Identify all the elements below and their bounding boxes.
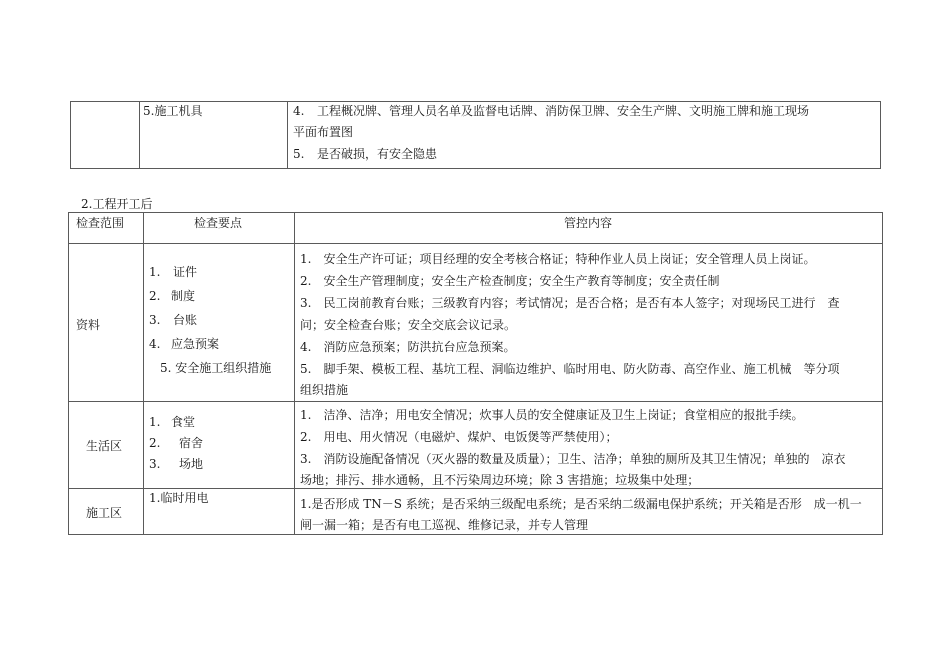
header-points: 检查要点 [194, 216, 243, 230]
list-item: 3. 场地 [149, 457, 204, 471]
content-line: 3. 消防设施配备情况（灭火器的数量及质量）；卫生、洁净；单独的厕所及其卫生情况；单独的 凉衣 [300, 452, 846, 466]
list-item: 3. 台账 [149, 313, 198, 327]
row-scope: 资料 [76, 318, 101, 332]
content-line: 场地；排污、排水通畅，且不污染周边环境；除 3 害措施；垃圾集中处理； [300, 473, 700, 487]
content-line: 1.是否形成 TN－S 系统；是否采纳三级配电系统；是否采纳二级漏电保护系统；开关箱是否形 成一机一 [300, 497, 862, 511]
content-line: 2. 用电、用火情况（电磁炉、煤炉、电饭煲等严禁使用）； [300, 430, 618, 444]
list-item: 1.临时用电 [149, 491, 209, 505]
list-item: 2. 制度 [149, 289, 196, 303]
content-line: 3. 民工岗前教育台账；三级教育内容；考试情况；是否合格；是否有本人签字；对现场民工进行 查 [300, 296, 840, 310]
content-line: 1. 洁净、洁净；用电安全情况；炊事人员的安全健康证及卫生上岗证；食堂相应的报批手续。 [300, 408, 804, 422]
row-scope: 施工区 [86, 506, 123, 520]
content-line: 1. 安全生产许可证；项目经理的安全考核合格证；特种作业人员上岗证；安全管理人员上岗证。 [300, 252, 816, 266]
top-table-line: 4. 工程概况牌、管理人员名单及监督电话牌、消防保卫牌、安全生产牌、文明施工牌和施工现场 [293, 104, 810, 118]
list-item: 1. 证件 [149, 265, 198, 279]
content-line: 闸一漏一箱；是否有电工巡视、维修记录，并专人管理 [300, 518, 589, 532]
header-content: 管控内容 [564, 216, 613, 230]
list-item: 4. 应急预案 [149, 337, 220, 351]
top-table-line: 5. 是否破损，有安全隐患 [293, 147, 438, 161]
content-line: 2. 安全生产管理制度；安全生产检查制度；安全生产教育等制度；安全责任制 [300, 274, 720, 288]
list-item: 5. 安全施工组织措施 [160, 361, 272, 375]
top-table-item: 5.施工机具 [143, 104, 203, 118]
content-line: 问；安全检查台账；安全交底会议记录。 [300, 318, 517, 332]
header-scope: 检查范围 [76, 216, 125, 230]
row-scope: 生活区 [86, 439, 123, 453]
content-line: 5. 脚手架、模板工程、基坑工程、洞临边维护、临时用电、防火防毒、高空作业、施工机械 等分项 [300, 362, 840, 376]
content-line: 4. 消防应急预案；防洪抗台应急预案。 [300, 340, 516, 354]
list-item: 2. 宿舍 [149, 436, 204, 450]
section-title: 2.工程开工后 [81, 197, 153, 211]
content-line: 组织措施 [300, 383, 349, 397]
top-table-line: 平面布置图 [293, 125, 354, 139]
list-item: 1. 食堂 [149, 415, 196, 429]
